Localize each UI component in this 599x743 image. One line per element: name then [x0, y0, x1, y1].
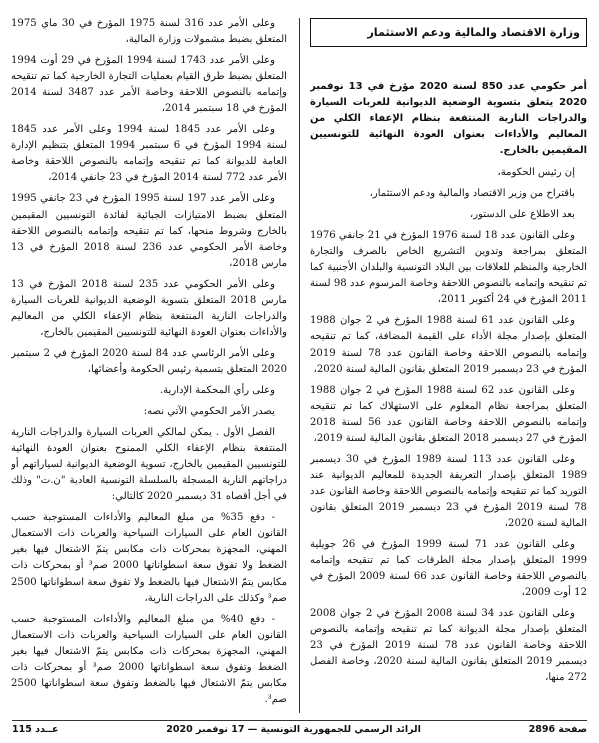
page-number: صفحة 2896: [528, 723, 587, 735]
paragraph: وعلى القانون عدد 113 لسنة 1989 المؤرخ في 30 ديسمبر 1989 المتعلق بإصدار التعريفة الجديدة للمعاليم الديوانية عند التوريد كما تم تنقيحه وإتمامه بالنصوص اللاحقة وخاصة القانون عدد 78 لسنة 2019 المؤرخ في 23 ديسمبر 2019 المتعلق بقانون المالية لسنة 2020،: [310, 453, 587, 529]
paragraph: وعلى الأمر الحكومي عدد 235 لسنة 2018 المؤرخ في 13 مارس 2018 المتعلق بتسوية الوضعية الديوانية للعربات السيارة والدراجات النارية المنتفعة بنظام الإعفاء الكلي من المعاليم والأداءات بعنوان العودة النهائية للتونسيين المقيمين بالخارج،: [11, 278, 287, 338]
list-item: - دفع 35% من مبلغ المعاليم والأداءات المستوجبة حسب القانون العام على السيارات السياحية والعربات ذات الاستعمال المهني، المجهزة بمحركات ذات مكابس يتمّ الاشتعال فيها بغير الضغط ولا تفوق سعة اسطواناتها 2000 صم³ أو بمحركات ذات مكابس يتمّ الاشتعال فيها بالضغط ولا تفوق سعة اسطواناتها 2500 صم³ وكذلك على الدراجات النارية،: [11, 512, 287, 604]
paragraph: وعلى الأمر عدد 1845 لسنة 1994 وعلى الأمر عدد 1845 لسنة 1994 المؤرخ في 6 سبتمبر 1994 المتعلق بتنظيم الإدارة العامة للديوانة كما تم تنقيحه وإتمامه بالنصوص اللاحقة وخاصة الأمر عدد 772 لسنة 2014 المؤرخ في 23 جانفي 2014،: [11, 124, 287, 184]
column-divider: [299, 18, 300, 713]
paragraph: وعلى القانون عدد 61 لسنة 1988 المؤرخ في 2 جوان 1988 المتعلق بإصدار مجلة الأداء على القيمة المضافة، كما تم تنقيحه وإتمامه بالنصوص اللاحقة وخاصة القانون عدد 78 لسنة 2019 المؤرخ في 23 ديسمبر 2019 المتعلق بقانون المالية لسنة 2020،: [310, 315, 587, 375]
decree-title: أمر حكومي عدد 850 لسنة 2020 مؤرخ في 13 نوفمبر 2020 يتعلق بتسوية الوضعية الديوانية للعربات السيارة والدراجات النارية المنتفعة بنظام الإعفاء الكلي من المعاليم والأداءات بعنوان العودة النهائية للتونسيين المقيمين بالخارج.: [310, 81, 587, 157]
journal-title: الرائد الرسمي للجمهورية التونسية — 17 نوفمبر 2020: [166, 723, 421, 735]
paragraph: وعلى رأي المحكمة الإدارية.: [159, 384, 275, 396]
ministry-header: وزارة الاقتصاد والمالية ودعم الاستثمار: [310, 18, 587, 47]
paragraph: وعلى الأمر عدد 316 لسنة 1975 المؤرخ في 30 ماي 1975 المتعلق بضبط مشمولات وزارة المالية،: [11, 18, 287, 46]
issue-number: عــدد 115: [12, 723, 59, 735]
paragraph: وعلى الأمر عدد 197 لسنة 1995 المؤرخ في 23 جانفي 1995 المتعلق بضبط الامتيازات الجبائية لفائدة التونسيين المقيمين بالخارج وشروط منحها، كما تم تنقيحه وإتمامه بالنصوص اللاحقة وخاصة الأمر الحكومي عدد 236 لسنة 2018 المؤرخ في 13 مارس 2018،: [11, 193, 287, 269]
paragraph: بعد الاطلاع على الدستور،: [469, 209, 575, 221]
right-column: [310, 16, 587, 717]
page-footer: [12, 720, 587, 737]
paragraph: باقتراح من وزير الاقتصاد والمالية ودعم الاستثمار،: [369, 188, 575, 200]
left-column: [11, 16, 287, 717]
paragraph: وعلى القانون عدد 71 لسنة 1999 المؤرخ في 26 جويلية 1999 المتعلق بإصدار مجلة الطرقات كما تم تنقيحه وإتمامه بالنصوص اللاحقة وخاصة القانون عدد 66 لسنة 2009 المؤرخ في 12 أوت 2009،: [310, 539, 587, 599]
paragraph: وعلى الأمر الرئاسي عدد 84 لسنة 2020 المؤرخ في 2 سبتمبر 2020 المتعلق بتسمية رئيس الحكومة وأعضائها،: [11, 347, 287, 375]
paragraph: وعلى القانون عدد 18 لسنة 1976 المؤرخ في 21 جانفي 1976 المتعلق بمراجعة وتدوين التشريع الخاص بالصرف والتجارة الخارجية والمنظم للعلاقات بين البلاد التونسية والبلدان الأجنبية كما تم تنقيحه وإتمامه بالنصوص اللاحقة وخاصة المرسوم عدد 98 لسنة 2011 المؤرخ في 24 أكتوبر 2011،: [310, 230, 587, 306]
paragraph: وعلى الأمر عدد 1743 لسنة 1994 المؤرخ في 29 أوت 1994 المتعلق بضبط طرق القيام بعمليات التجارة الخارجية كما تم تنقيحه وإتمامه بالنصوص اللاحقة وخاصة الأمر عدد 3487 لسنة 2014 المؤرخ في 18 سبتمبر 2014،: [11, 55, 287, 115]
paragraph: يصدر الأمر الحكومي الآتي نصه:: [143, 406, 275, 418]
paragraph: إن رئيس الحكومة،: [497, 167, 575, 179]
list-item: - دفع 40% من مبلغ المعاليم والأداءات المستوجبة حسب القانون العام على السيارات السياحية والعربات ذات الاستعمال المهني، المجهزة بمحركات ذات مكابس يتمّ الاشتعال فيها بغير الضغط وتفوق سعة اسطواناتها 2000 صم³ أو بمحركات ذات مكابس يتمّ الاشتعال فيها بالضغط وتفوق سعة اسطواناتها 2500 صم³.: [11, 613, 287, 705]
paragraph: وعلى القانون عدد 62 لسنة 1988 المؤرخ في 2 جوان 1988 المتعلق بمراجعة نظام المعلوم على الاستهلاك كما تم تنقيحه وإتمامه بالنصوص اللاحقة وخاصة القانون عدد 56 لسنة 2018 المؤرخ في 27 ديسمبر 2018 المتعلق بقانون المالية لسنة 2019،: [310, 384, 587, 444]
article-one: الفصل الأول . يمكن لمالكي العربات السيارة والدراجات النارية المنتفعة بنظام الإعفاء الكلي الممنوح بعنوان العودة النهائية للتونسيين المقيمين بالخارج، تسوية الوضعية الديوانية لسياراتهم أو دراجاتهم النارية المسجلة بالسلسلة التونسية العادية "ن.ت" وذلك في أجل أقصاه 31 ديسمبر 2020 كالتالي:: [11, 427, 287, 503]
paragraph: وعلى القانون عدد 34 لسنة 2008 المؤرخ في 2 جوان 2008 المتعلق بإصدار مجلة الديوانة كما تم تنقيحه وإتمامه بالنصوص اللاحقة وخاصة القانون عدد 78 لسنة 2019 المؤرخ في 23 ديسمبر 2019 المتعلق بقانون المالية لسنة 2020، وخاصة الفصل 272 منها،: [310, 608, 587, 684]
